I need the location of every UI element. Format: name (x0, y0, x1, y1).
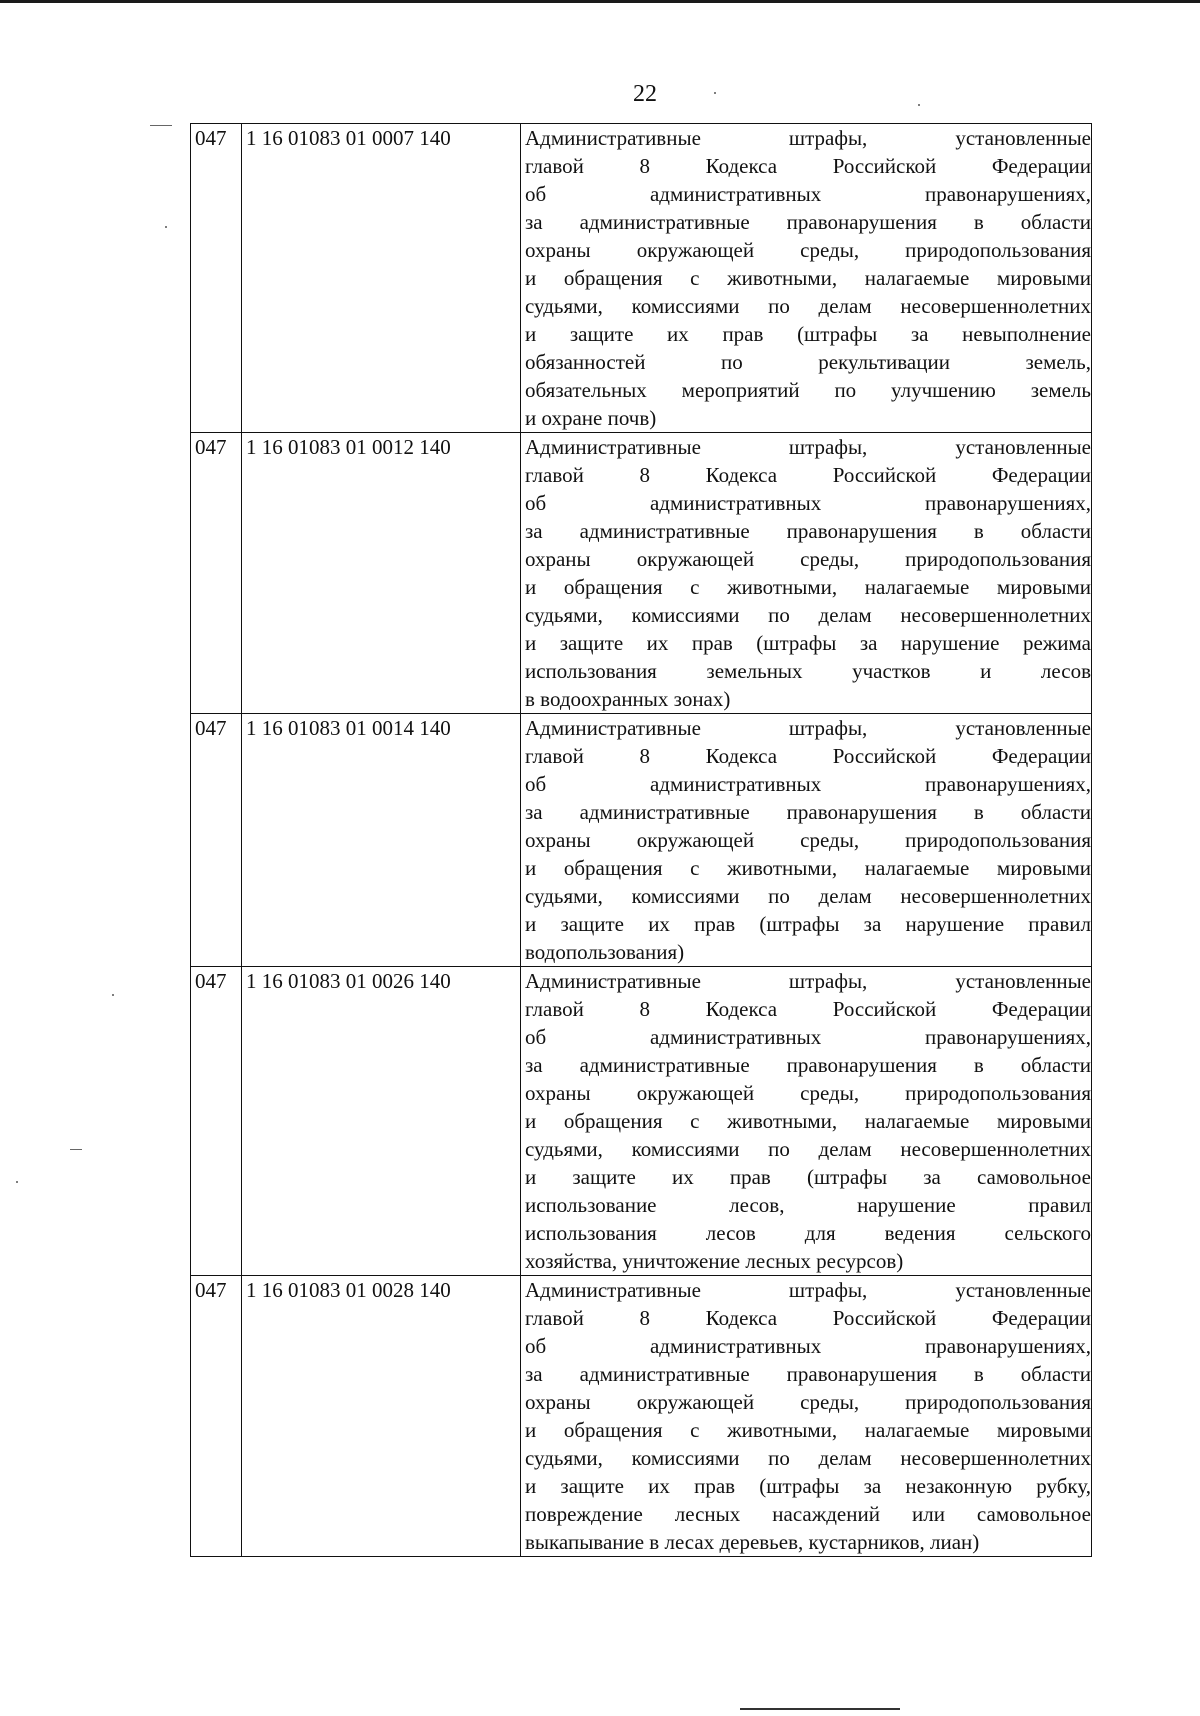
description-line: и охране почв) (525, 406, 657, 430)
description-line: охраны окружающей среды, природопользования (525, 1390, 1091, 1414)
description-line: и защите их прав (штрафы за невыполнение (525, 322, 1091, 346)
description-cell (521, 967, 1092, 1276)
description-line: за административные правонарушения в области (525, 1362, 1091, 1386)
description-line: за административные правонарушения в области (525, 519, 1091, 543)
budget-code-cell: 1 16 01083 01 0014 140 (242, 714, 521, 967)
admin-code-cell: 047 (191, 1276, 242, 1557)
description-line: об административных правонарушениях, (525, 491, 1091, 515)
description-line: главой 8 Кодекса Российской Федерации (525, 463, 1091, 487)
description-cell (521, 714, 1092, 967)
description-line: охраны окружающей среды, природопользования (525, 1081, 1091, 1105)
table-row (191, 967, 1092, 1276)
scan-speck (112, 994, 114, 996)
table-body (191, 124, 1092, 1557)
table-row (191, 124, 1092, 433)
description-line: и обращения с животными, налагаемые мировыми (525, 856, 1091, 880)
description-line: охраны окружающей среды, природопользования (525, 238, 1091, 262)
description-line: за административные правонарушения в области (525, 210, 1091, 234)
scan-mark (70, 1149, 82, 1150)
description-line: за административные правонарушения в области (525, 1053, 1091, 1077)
description-line: охраны окружающей среды, природопользования (525, 547, 1091, 571)
table-row (191, 433, 1092, 714)
budget-code-cell: 1 16 01083 01 0026 140 (242, 967, 521, 1276)
description-line: обязательных мероприятий по улучшению земель (525, 378, 1091, 402)
description-cell (521, 124, 1092, 433)
scan-speck (165, 226, 167, 228)
description-line: и обращения с животными, налагаемые мировыми (525, 575, 1091, 599)
description-line: и обращения с животными, налагаемые мировыми (525, 266, 1091, 290)
description-line: хозяйства, уничтожение лесных ресурсов) (525, 1249, 904, 1273)
description-line: судьями, комиссиями по делам несовершеннолетних (525, 884, 1091, 908)
description-line: обязанностей по рекультивации земель, (525, 350, 1091, 374)
description-line: и защите их прав (штрафы за незаконную рубку, (525, 1474, 1091, 1498)
description-line: и обращения с животными, налагаемые мировыми (525, 1418, 1091, 1442)
description-line: Административные штрафы, установленные (525, 1278, 1091, 1302)
description-line: судьями, комиссиями по делам несовершеннолетних (525, 294, 1091, 318)
admin-code-cell: 047 (191, 124, 242, 433)
scan-mark (740, 1708, 900, 1710)
budget-code-cell: 1 16 01083 01 0007 140 (242, 124, 521, 433)
budget-code-cell: 1 16 01083 01 0028 140 (242, 1276, 521, 1557)
description-line: использования лесов для ведения сельского (525, 1221, 1091, 1245)
admin-code-cell: 047 (191, 714, 242, 967)
admin-code-cell: 047 (191, 967, 242, 1276)
description-line: судьями, комиссиями по делам несовершеннолетних (525, 1137, 1091, 1161)
scan-edge (0, 0, 1200, 3)
description-line: судьями, комиссиями по делам несовершеннолетних (525, 1446, 1091, 1470)
description-line: главой 8 Кодекса Российской Федерации (525, 154, 1091, 178)
description-line: Административные штрафы, установленные (525, 435, 1091, 459)
budget-codes-table (190, 123, 1092, 1557)
description-line: об административных правонарушениях, (525, 1025, 1091, 1049)
description-line: об административных правонарушениях, (525, 772, 1091, 796)
table-row (191, 714, 1092, 967)
table-row (191, 1276, 1092, 1557)
description-line: об административных правонарушениях, (525, 182, 1091, 206)
scan-speck (16, 1181, 18, 1183)
description-line: в водоохранных зонах) (525, 687, 731, 711)
description-line: Административные штрафы, установленные (525, 716, 1091, 740)
description-line: использование лесов, нарушение правил (525, 1193, 1091, 1217)
description-line: главой 8 Кодекса Российской Федерации (525, 1306, 1091, 1330)
description-line: об административных правонарушениях, (525, 1334, 1091, 1358)
description-line: за административные правонарушения в области (525, 800, 1091, 824)
admin-code-cell: 047 (191, 433, 242, 714)
description-line: водопользования) (525, 940, 685, 964)
description-line: и защите их прав (штрафы за самовольное (525, 1165, 1091, 1189)
description-line: судьями, комиссиями по делам несовершеннолетних (525, 603, 1091, 627)
description-line: повреждение лесных насаждений или самовольное (525, 1502, 1091, 1526)
description-line: и обращения с животными, налагаемые мировыми (525, 1109, 1091, 1133)
scan-mark (150, 125, 172, 126)
description-line: использования земельных участков и лесов (525, 659, 1091, 683)
description-cell (521, 433, 1092, 714)
budget-code-cell: 1 16 01083 01 0012 140 (242, 433, 521, 714)
page-number: 22 (633, 81, 657, 107)
description-line: главой 8 Кодекса Российской Федерации (525, 997, 1091, 1021)
description-line: и защите их прав (штрафы за нарушение правил (525, 912, 1091, 936)
description-line: Административные штрафы, установленные (525, 969, 1091, 993)
description-line: Административные штрафы, установленные (525, 126, 1091, 150)
description-line: главой 8 Кодекса Российской Федерации (525, 744, 1091, 768)
description-line: охраны окружающей среды, природопользования (525, 828, 1091, 852)
description-line: выкапывание в лесах деревьев, кустарников, лиан) (525, 1530, 980, 1554)
description-line: и защите их прав (штрафы за нарушение режима (525, 631, 1091, 655)
description-cell (521, 1276, 1092, 1557)
